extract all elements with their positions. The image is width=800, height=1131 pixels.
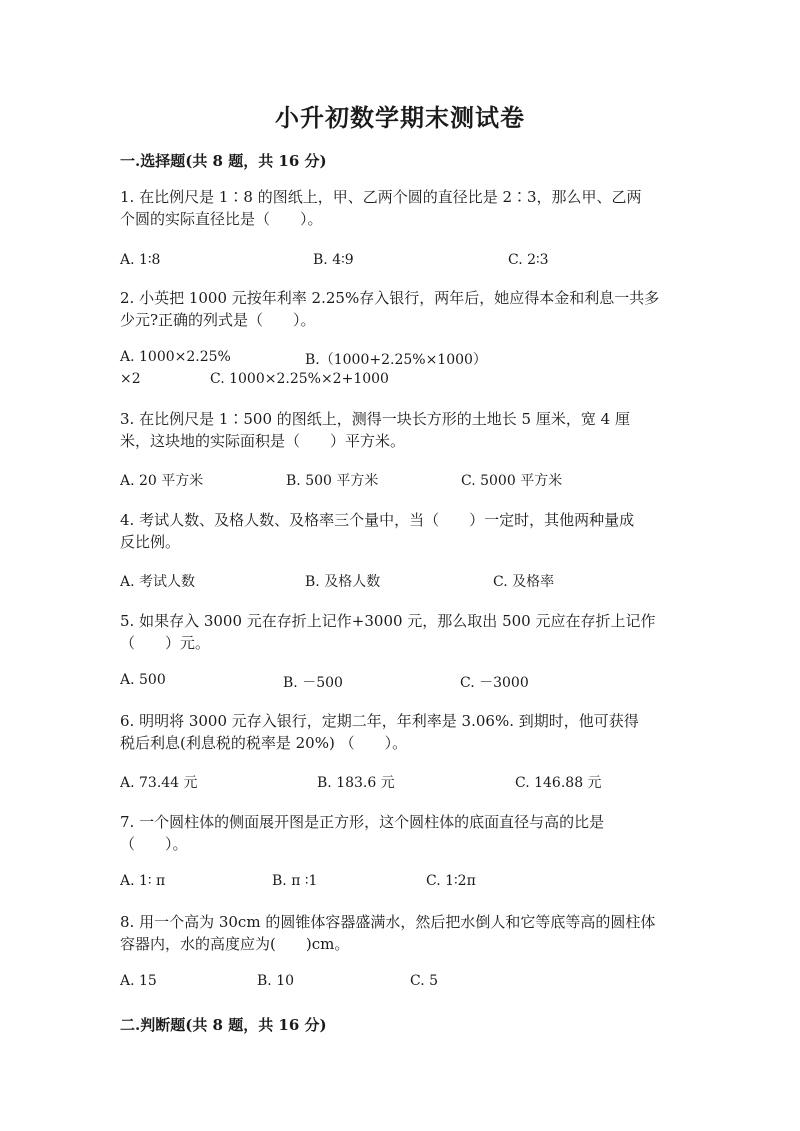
option-c: C. 2∶3 [508,252,549,268]
option-c: C. 5000 平方米 [461,473,563,489]
question-text-line: 5. 如果存入 3000 元在存折上记作+3000 元，那么取出 500 元应在存折上记作 [120,612,656,630]
option-b: B. π ∶1 [272,873,318,889]
question-text-line: 米，这块地的实际面积是（ ）平方米。 [120,432,406,450]
option-c: C. 146.88 元 [515,775,602,791]
question-text-line: 个圆的实际直径比是（ ）。 [120,210,323,228]
question-text-line: 3. 在比例尺是 1∶500 的图纸上，测得一块长方形的土地长 5 厘米，宽 4 厘 [120,410,630,428]
option-c: C. 1∶2π [426,873,476,889]
question-6 [120,710,680,754]
question-text-line: 8. 用一个高为 30cm 的圆锥体容器盛满水，然后把水倒人和它等底等高的圆柱体 [120,913,656,931]
option-a: A. 1000×2.25% [120,349,231,365]
option-a: A. 500 [120,672,166,688]
option-b: B. 10 [257,973,295,989]
option-c: C. 及格率 [493,574,555,590]
page-title: 小升初数学期末测试卷 [275,103,525,132]
option-a: A. 73.44 元 [120,775,198,791]
question-8 [120,911,680,955]
question-4 [120,509,680,553]
option-a: A. 15 [120,973,157,989]
option-c: C. －3000 [460,675,529,691]
section-heading-multiple-choice: 一.选择题(共 8 题，共 16 分) [120,152,327,170]
option-b: B. 183.6 元 [317,775,395,791]
section-heading-true-false: 二.判断题(共 8 题，共 16 分) [120,1016,327,1034]
option-b-continued: ×2 [120,371,141,387]
question-text-line: 6. 明明将 3000 元存入银行，定期二年，年利率是 3.06%. 到期时，他可获得 [120,712,639,730]
option-c: C. 1000×2.25%×2+1000 [210,371,389,387]
option-a: A. 1∶8 [120,252,161,268]
question-text-line: 4. 考试人数、及格人数、及格率三个量中，当（ ）一定时，其他两种量成 [120,511,635,529]
option-b: B. 及格人数 [305,574,381,590]
question-text-line: 1. 在比例尺是 1∶8 的图纸上，甲、乙两个圆的直径比是 2∶3，那么甲、乙两 [120,188,642,206]
option-b: B. －500 [283,675,343,691]
question-1 [120,186,680,230]
question-3 [120,408,680,452]
question-text-line: 反比例。 [120,533,181,551]
question-text-line: 2. 小英把 1000 元按年利率 2.25%存入银行，两年后，她应得本金和利息一共多 [120,289,660,307]
question-text-line: 少元?正确的列式是（ ）。 [120,311,316,329]
question-7 [120,811,680,855]
question-text-line: 容器内，水的高度应为( )cm。 [120,935,350,953]
question-2 [120,287,680,331]
option-a: A. 1∶ π [120,873,166,889]
question-5 [120,610,680,654]
option-b: B. 500 平方米 [286,473,379,489]
option-a: A. 20 平方米 [120,473,204,489]
question-text-line: 7. 一个圆柱体的侧面展开图是正方形，这个圆柱体的底面直径与高的比是 [120,813,605,831]
option-a: A. 考试人数 [120,574,196,590]
option-c: C. 5 [410,973,439,989]
option-b: B. 4∶9 [313,252,354,268]
question-text-line: （ ）。 [120,835,188,853]
question-text-line: （ ）元。 [120,634,211,652]
option-b: B.（1000+2.25%×1000） [305,352,487,368]
question-text-line: 税后利息(利息税的税率是 20%) （ ）。 [120,734,408,752]
